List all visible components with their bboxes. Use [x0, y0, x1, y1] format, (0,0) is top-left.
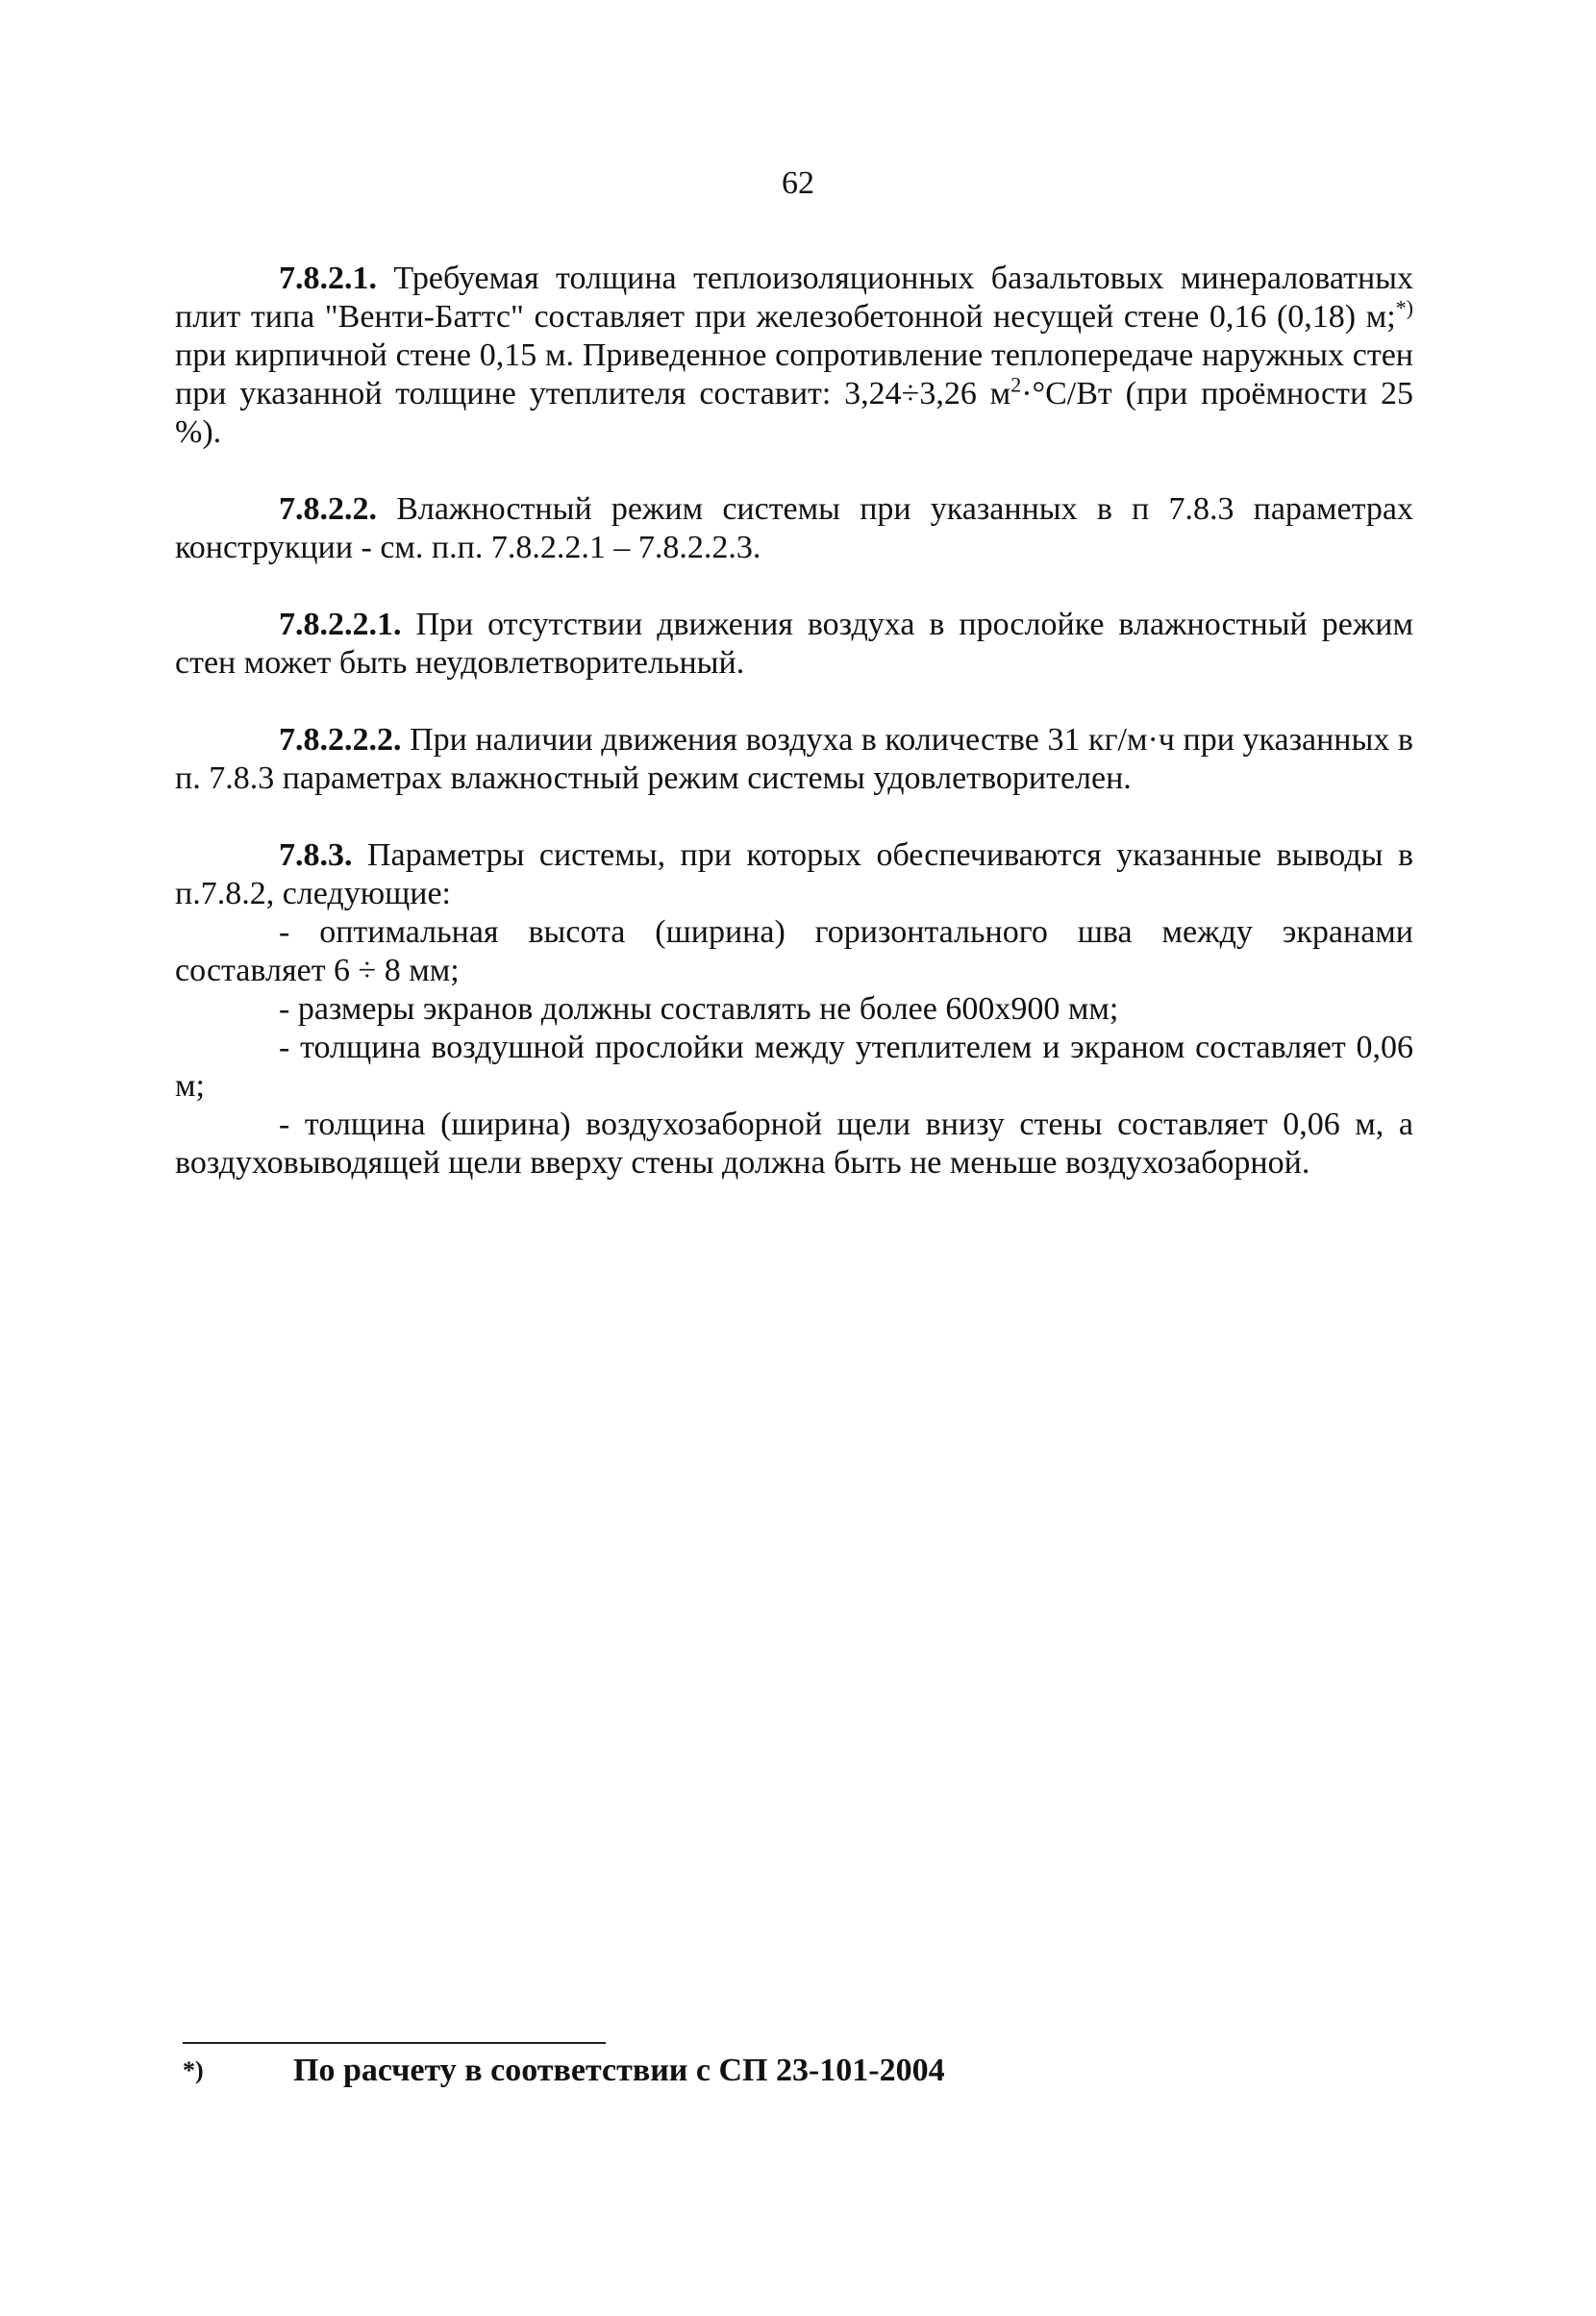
footnote-reference: *): [1395, 295, 1413, 320]
footnote-marker: *): [183, 2056, 204, 2084]
paragraph-7-8-2-1: [175, 260, 1413, 452]
paragraph-text: Влажностный режим системы при указанных в п 7.8.3 параметрах конструкции - см. п.п. 7.8.2.2.1 – 7.8.2.2.3.: [175, 491, 1413, 565]
paragraph-7-8-2-2-1: [175, 606, 1413, 683]
list-item: - толщина (ширина) воздухозаборной щели внизу стены составляет 0,06 м, а воздуховыводящей щели вверху стены должна быть не меньше воздухозаборной.: [175, 1107, 1413, 1181]
document-body: [175, 260, 1413, 1183]
paragraph-text: При отсутствии движения воздуха в прослойке влажностный режим стен может быть неудовлетворительный.: [175, 607, 1413, 681]
section-number: 7.8.2.1.: [279, 261, 377, 296]
footnote-text: По расчету в соответствии с СП 23-101-2004: [293, 2053, 945, 2088]
section-number: 7.8.3.: [279, 837, 353, 873]
page-number: 62: [782, 165, 814, 201]
section-number: 7.8.2.2.1.: [279, 607, 402, 642]
section-number: 7.8.2.2.: [279, 491, 377, 527]
paragraph-text: при кирпичной стене 0,15 м. Приведенное сопротивление теплопередаче наружных стен при указанной толщине утеплителя составит: 3,24÷3,26 м: [175, 337, 1413, 411]
paragraph-7-8-2-2: [175, 490, 1413, 567]
unit-superscript: 2: [1010, 372, 1022, 397]
paragraph-text: Требуемая толщина теплоизоляционных базальтовых минераловатных плит типа "Венти-Баттс" составляет при железобетонной несущей стене 0,16 (0,18) м;: [175, 261, 1413, 335]
paragraph-7-8-2-2-2: [175, 721, 1413, 798]
list-item: - толщина воздушной прослойки между утеплителем и экраном составляет 0,06 м;: [175, 1030, 1413, 1104]
paragraph-text: ·°С/Вт (при проёмности 25 %).: [175, 376, 1413, 450]
list-item: - размеры экранов должны составлять не более 600х900 мм;: [279, 991, 1119, 1027]
footnote: [183, 2052, 945, 2090]
list-item: - оптимальная высота (ширина) горизонтального шва между экранами составляет 6 ÷ 8 мм;: [175, 914, 1413, 988]
paragraph-text: При наличии движения воздуха в количестве 31 кг/м·ч при указанных в п. 7.8.3 параметрах влажностный режим системы удовлетворителен.: [175, 722, 1413, 796]
footnote-separator: [183, 2042, 606, 2044]
paragraph-7-8-3: [175, 836, 1413, 913]
paragraph-text: Параметры системы, при которых обеспечиваются указанные выводы в п.7.8.2, следующие:: [175, 837, 1413, 911]
section-number: 7.8.2.2.2.: [279, 722, 402, 758]
